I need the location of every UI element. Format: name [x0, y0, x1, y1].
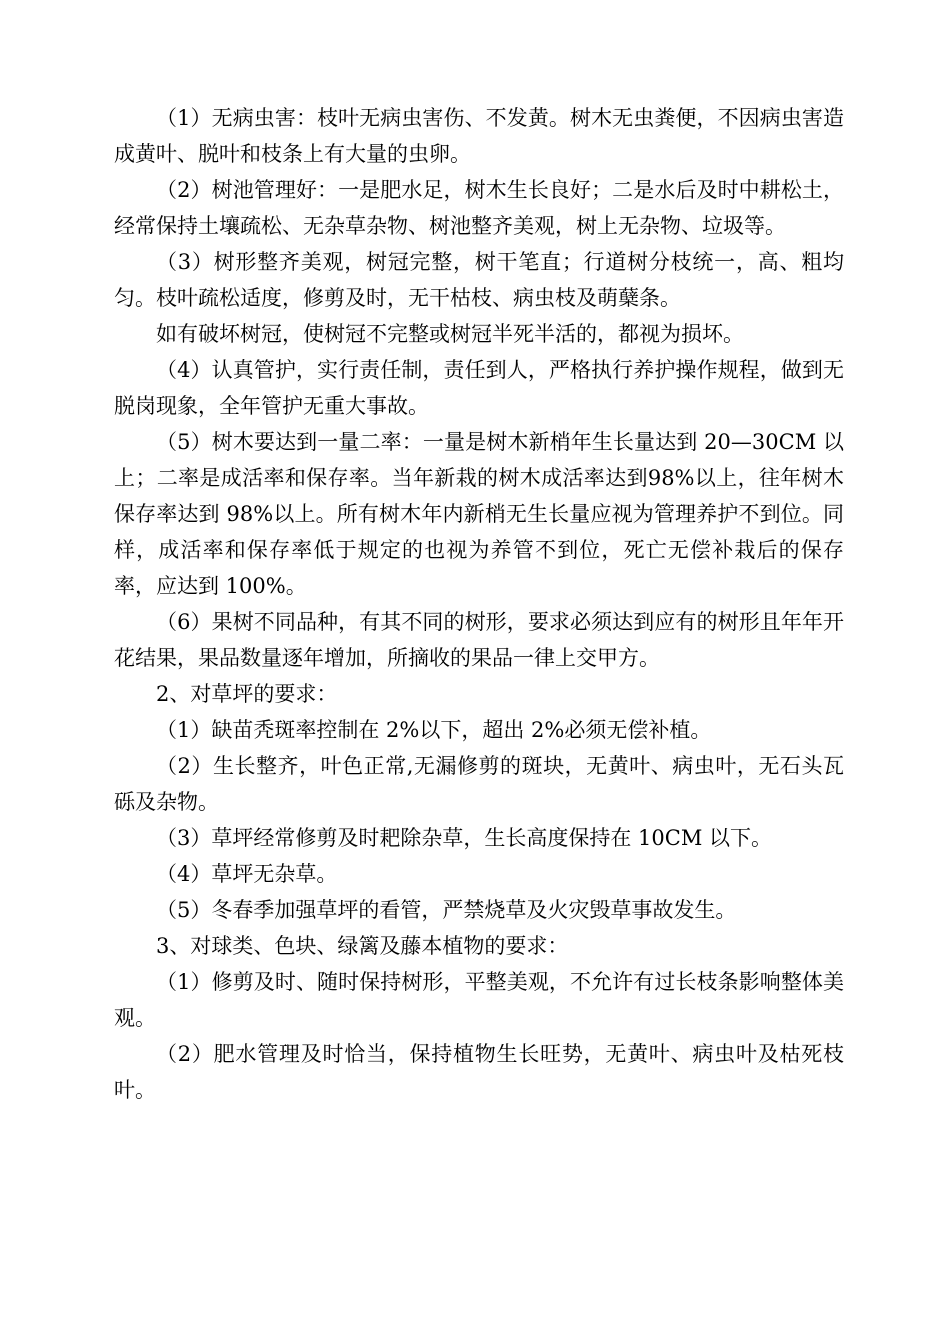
document-body — [114, 100, 844, 1108]
paragraph-lawn-fire: （5）冬春季加强草坪的看管，严禁烧草及火灾毁草事故发生。 — [156, 898, 737, 922]
section-heading-lawn: 2、对草坪的要求： — [156, 682, 338, 706]
paragraph-lawn-weeds: （4）草坪无杂草。 — [156, 862, 338, 886]
paragraph-shrub-fertilizer: （2）肥水管理及时恰当，保持植物生长旺势，无黄叶、病虫叶及枯死枝叶。 — [114, 1042, 844, 1102]
paragraph-management: （4）认真管护，实行责任制，责任到人，严格执行养护操作规程，做到无脱岗现象，全年管护无重大事故。 — [114, 358, 844, 418]
section-heading-shrubs: 3、对球类、色块、绿篱及藤本植物的要求： — [156, 934, 569, 958]
paragraph-pest-free: （1）无病虫害：枝叶无病虫害伤、不发黄。树木无虫粪便，不因病虫害造成黄叶、脱叶和枝条上有大量的虫卵。 — [114, 106, 844, 166]
paragraph-lawn-mowing: （3）草坪经常修剪及时耙除杂草，生长高度保持在 10CM 以下。 — [156, 826, 773, 850]
paragraph-damage-note: 如有破坏树冠，使树冠不完整或树冠半死半活的，都视为损坏。 — [156, 322, 744, 346]
paragraph-lawn-gaps: （1）缺苗秃斑率控制在 2%以下，超出 2%必须无偿补植。 — [156, 718, 712, 742]
paragraph-tree-shape: （3）树形整齐美观，树冠完整，树干笔直；行道树分枝统一，高、粗均匀。枝叶疏松适度，修剪及时，无干枯枝、病虫枝及萌蘖条。 — [114, 250, 844, 310]
paragraph-tree-pit: （2）树池管理好：一是肥水足，树木生长良好；二是水后及时中耕松土，经常保持土壤疏松、无杂草杂物、树池整齐美观，树上无杂物、垃圾等。 — [114, 178, 844, 238]
paragraph-growth-rates: （5）树木要达到一量二率：一量是树木新梢年生长量达到 20—30CM 以上；二率是成活率和保存率。当年新栽的树木成活率达到98%以上，往年树木保存率达到 98%以上。所有树木年内新梢无生长量应视为管理养护不到位。同样，成活率和保存率低于规定的也视为养管不到位，死亡无偿补栽后的保存率，应达到 100%。 — [114, 430, 844, 598]
paragraph-fruit-trees: （6）果树不同品种，有其不同的树形，要求必须达到应有的树形且年年开花结果，果品数量逐年增加，所摘收的果品一律上交甲方。 — [114, 610, 844, 670]
paragraph-lawn-growth: （2）生长整齐，叶色正常,无漏修剪的斑块，无黄叶、病虫叶，无石头瓦砾及杂物。 — [114, 754, 844, 814]
paragraph-shrub-pruning: （1）修剪及时、随时保持树形，平整美观，不允许有过长枝条影响整体美观。 — [114, 970, 844, 1030]
